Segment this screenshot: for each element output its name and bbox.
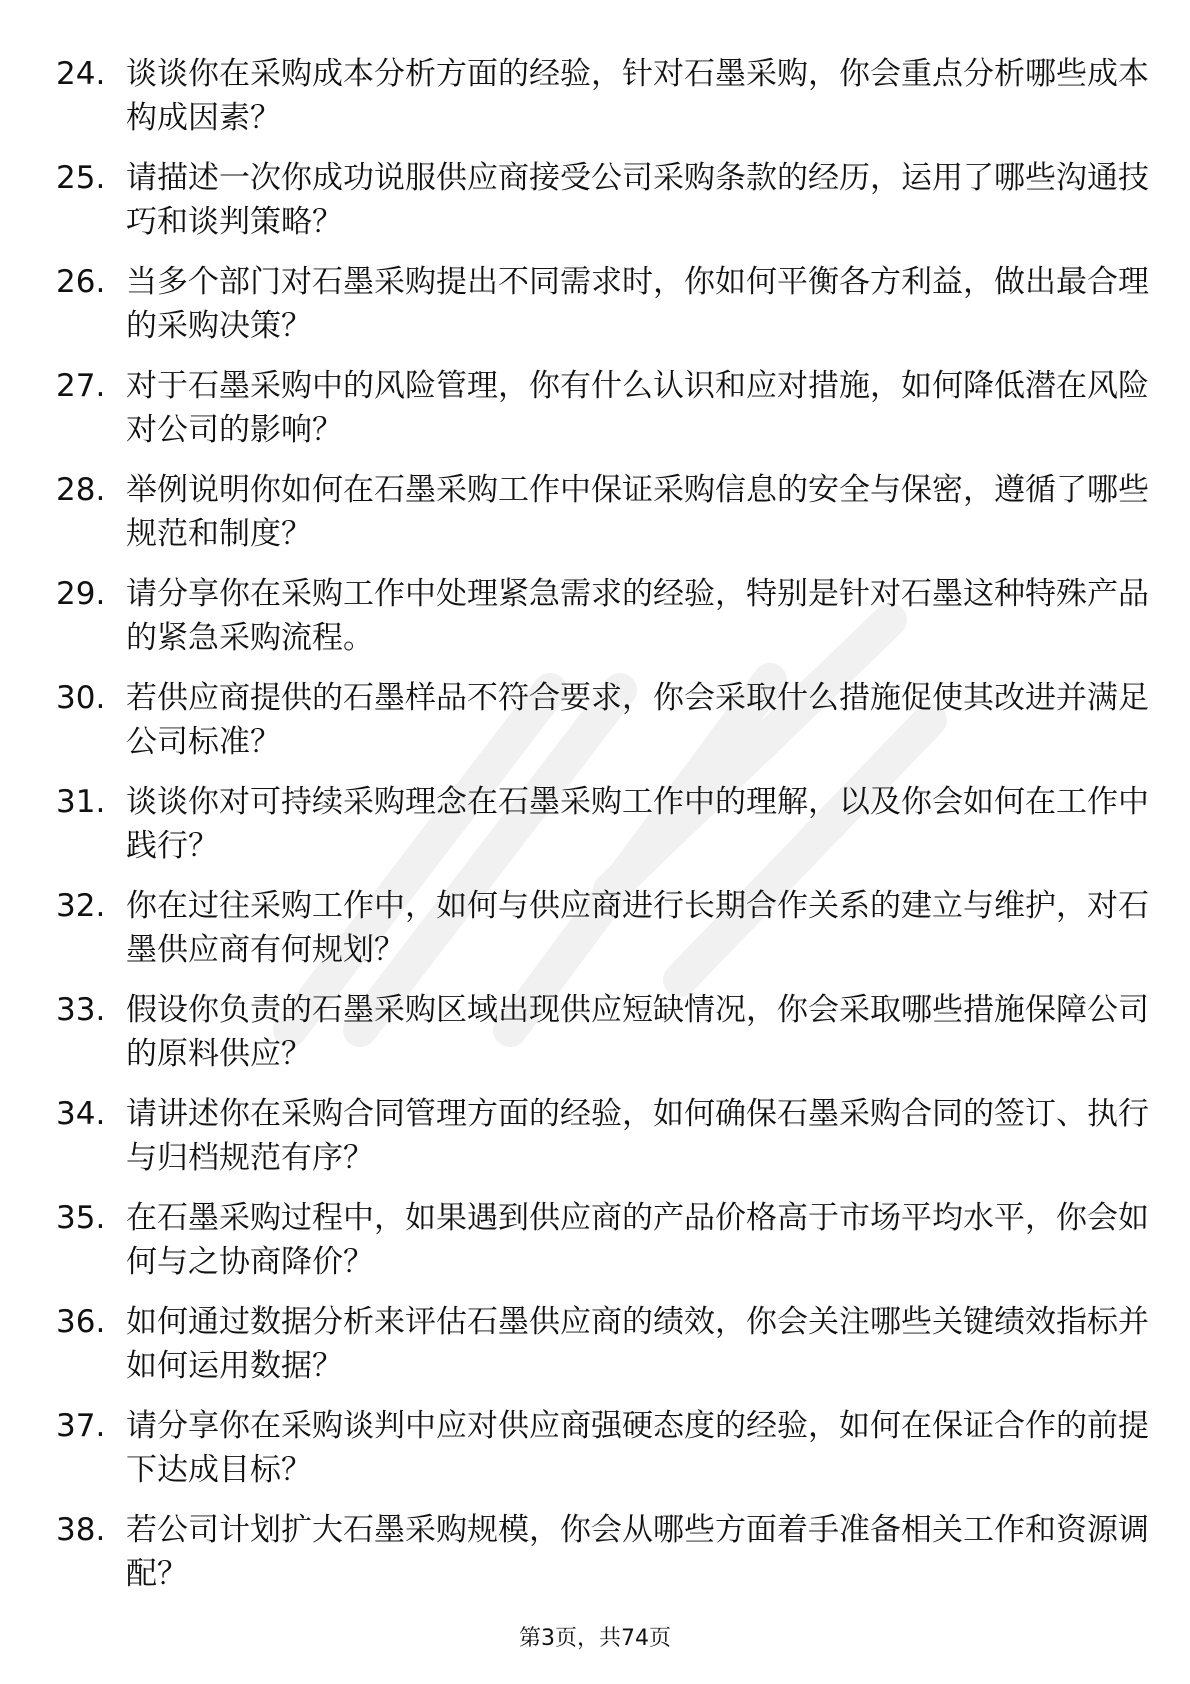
page-footer: 第3页，共74页 [519, 1626, 671, 1651]
question-number: 29. [56, 576, 106, 612]
question-number: 35. [56, 1200, 106, 1236]
question-number: 32. [56, 888, 106, 924]
question-text: 对于石墨采购中的风险管理，你有什么认识和应对措施，如何降低潜在风险对公司的影响？ [126, 368, 1149, 448]
question-number: 33. [56, 992, 106, 1028]
question-item [56, 156, 1149, 260]
question-item [56, 1404, 1149, 1508]
question-number: 28. [56, 472, 106, 508]
question-list [56, 52, 1149, 1612]
question-item [56, 1092, 1149, 1196]
question-number: 30. [56, 680, 106, 716]
question-item [56, 468, 1149, 572]
question-number: 37. [56, 1408, 106, 1444]
question-item [56, 260, 1149, 364]
question-text: 请分享你在采购谈判中应对供应商强硬态度的经验，如何在保证合作的前提下达成目标？ [126, 1408, 1149, 1488]
question-number: 31. [56, 784, 106, 820]
question-number: 38. [56, 1512, 106, 1548]
question-text: 谈谈你对可持续采购理念在石墨采购工作中的理解，以及你会如何在工作中践行？ [126, 784, 1149, 864]
question-text: 假设你负责的石墨采购区域出现供应短缺情况，你会采取哪些措施保障公司的原料供应？ [126, 992, 1149, 1072]
question-text: 谈谈你在采购成本分析方面的经验，针对石墨采购，你会重点分析哪些成本构成因素？ [126, 56, 1149, 136]
question-text: 当多个部门对石墨采购提出不同需求时，你如何平衡各方利益，做出最合理的采购决策？ [126, 264, 1149, 344]
question-text: 请描述一次你成功说服供应商接受公司采购条款的经历，运用了哪些沟通技巧和谈判策略？ [126, 160, 1149, 240]
question-item [56, 884, 1149, 988]
question-item [56, 676, 1149, 780]
question-item [56, 1300, 1149, 1404]
question-text: 如何通过数据分析来评估石墨供应商的绩效，你会关注哪些关键绩效指标并如何运用数据？ [126, 1304, 1149, 1384]
question-item [56, 572, 1149, 676]
question-item [56, 364, 1149, 468]
question-number: 26. [56, 264, 106, 300]
question-text: 请讲述你在采购合同管理方面的经验，如何确保石墨采购合同的签订、执行与归档规范有序？ [126, 1096, 1149, 1176]
question-item [56, 1508, 1149, 1612]
question-number: 34. [56, 1096, 106, 1132]
question-item [56, 52, 1149, 156]
question-text: 请分享你在采购工作中处理紧急需求的经验，特别是针对石墨这种特殊产品的紧急采购流程。 [126, 576, 1149, 656]
question-number: 36. [56, 1304, 106, 1340]
question-text: 你在过往采购工作中，如何与供应商进行长期合作关系的建立与维护，对石墨供应商有何规划？ [126, 888, 1149, 968]
question-item [56, 988, 1149, 1092]
question-number: 24. [56, 56, 106, 92]
question-item [56, 780, 1149, 884]
question-number: 25. [56, 160, 106, 196]
question-item [56, 1196, 1149, 1300]
question-text: 若公司计划扩大石墨采购规模，你会从哪些方面着手准备相关工作和资源调配？ [126, 1512, 1149, 1592]
question-text: 举例说明你如何在石墨采购工作中保证采购信息的安全与保密，遵循了哪些规范和制度？ [126, 472, 1149, 552]
question-text: 若供应商提供的石墨样品不符合要求，你会采取什么措施促使其改进并满足公司标准？ [126, 680, 1149, 760]
question-number: 27. [56, 368, 106, 404]
question-text: 在石墨采购过程中，如果遇到供应商的产品价格高于市场平均水平，你会如何与之协商降价？ [126, 1200, 1149, 1280]
